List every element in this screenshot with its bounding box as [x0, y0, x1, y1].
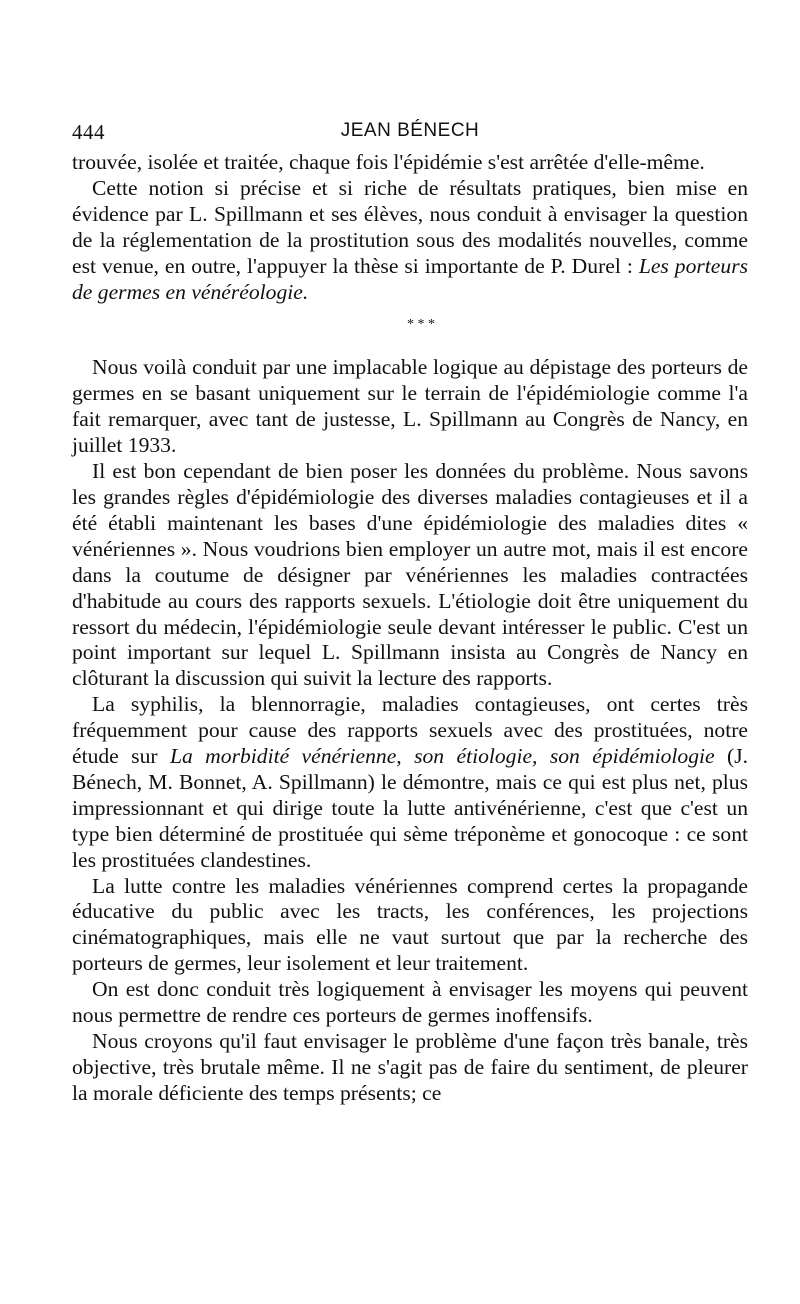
page-header: [72, 116, 748, 150]
page-number: 444: [72, 120, 105, 144]
section-break-ornament: * * *: [407, 317, 435, 333]
paragraph-text: Cette notion si précise et si riche de résultats pratiques, bien mise en évidence par L. Spillmann et ses élèves, nous conduit à envisager la question de la réglementation de la prostitution sous des modalités nouvelles, comme est venue, en outre, l'appuyer la thèse si importante de P. Durel :: [72, 175, 748, 278]
paragraph: Nous voilà conduit par une implacable logique au dépistage des porteurs de germes en se basant uniquement sur le terrain de l'épidémiologie comme l'a fait remarquer, avec tant de justesse, L. Spillmann au Congrès de Nancy, en juillet 1933.: [72, 355, 748, 458]
paragraph: [72, 176, 748, 306]
paragraph-text: La syphilis, la blennorragie, maladies contagieuses, ont certes très fréquemment pour cause des rapports sexuels avec des prostituées, notre étude sur: [72, 692, 748, 769]
paragraph: trouvée, isolée et traitée, chaque fois l'épidémie s'est arrêtée d'elle-même.: [72, 150, 705, 174]
paragraph: Nous croyons qu'il faut envisager le problème d'une façon très banale, très objective, très brutale même. Il ne s'agit pas de faire du sentiment, de pleurer la morale déficiente des temps présents; ce: [72, 1029, 748, 1105]
paragraph-text: (J. Bénech, M. Bonnet, A. Spillmann) le démontre, mais ce qui est plus net, plus impressionnant et qui dirige toute la lutte antivénérienne, c'est que c'est un type bien déterminé de prostituée qui sème tréponème et gonocoque : ce sont les prostituées clandestines.: [72, 744, 748, 872]
paragraph: Il est bon cependant de bien poser les données du problème. Nous savons les grandes règles d'épidémiologie des diverses maladies contagieuses et il a été établi maintenant les bases d'une épidémiologie des maladies dites « vénériennes ». Nous voudrions bien employer un autre mot, mais il est encore dans la coutume de désigner par vénériennes les maladies contractées d'habitude au cours des rapports sexuels. L'étiologie doit être uniquement du ressort du médecin, l'épidémiologie seule devant intéresser le public. C'est un point important sur lequel L. Spillmann insista au Congrès de Nancy en clôturant la discussion qui suivit la lecture des rapports.: [72, 459, 748, 691]
italic-title: La morbidité vénérienne, son étiologie, son épidémiologie: [169, 744, 715, 769]
running-title: JEAN BÉNECH: [340, 120, 480, 141]
italic-title: Les porteurs de germes en vénéréologie.: [72, 253, 748, 304]
paragraph: On est donc conduit très logiquement à envisager les moyens qui peuvent nous permettre de rendre ces porteurs de germes inoffensifs.: [72, 977, 748, 1028]
body-text: [72, 150, 748, 1107]
book-page: [72, 116, 748, 1107]
paragraph: La lutte contre les maladies vénériennes comprend certes la propagande éducative du public avec les tracts, les conférences, les projections cinématographiques, mais elle ne vaut surtout que par la recherche des porteurs de germes, leur isolement et leur traitement.: [72, 873, 748, 976]
paragraph: [72, 692, 748, 873]
